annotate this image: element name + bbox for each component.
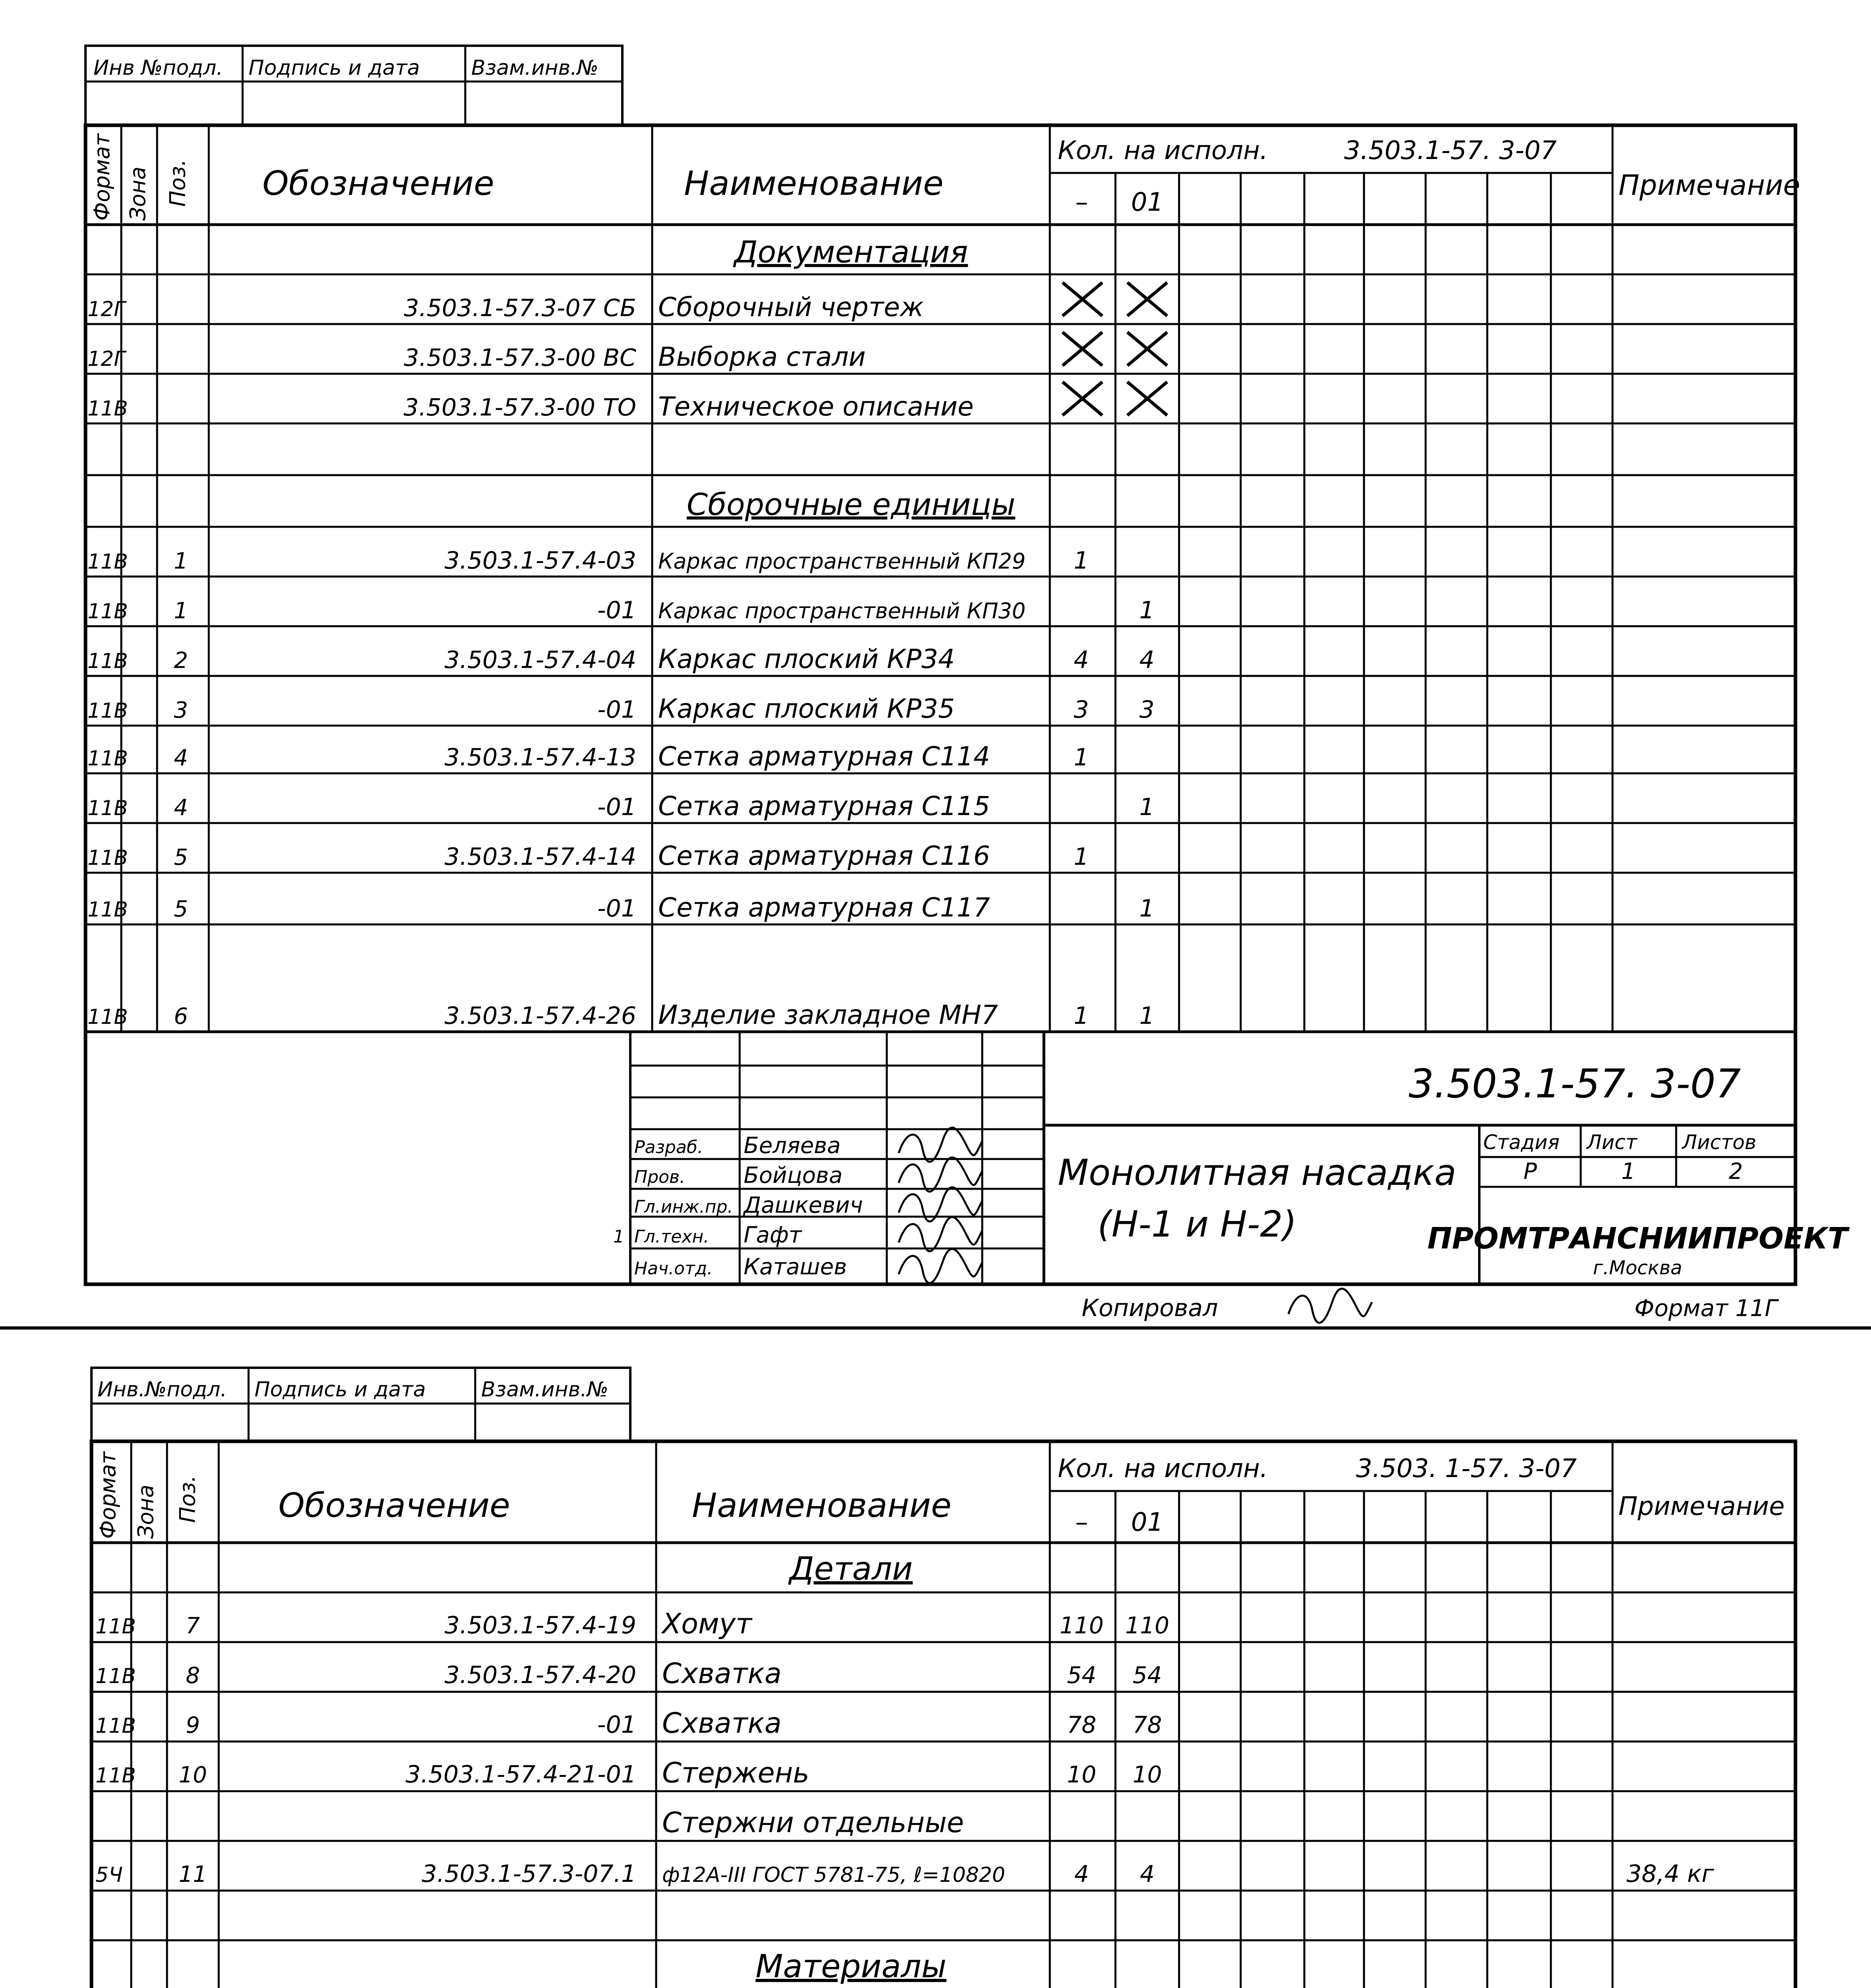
signer-name: Гафт <box>744 1222 802 1248</box>
qty-cross <box>1127 332 1167 366</box>
copied-by-label: Копировал <box>1082 1294 1218 1322</box>
row-designation: 3.503.1-57.4-13 <box>444 744 636 771</box>
col-name-header: Наименование <box>692 1486 952 1525</box>
col-variant-01: 01 <box>1131 188 1164 217</box>
col-pos-header: Поз. <box>175 1475 200 1523</box>
row-qty-01: 10 <box>1133 1761 1162 1788</box>
row-qty-01: 1 <box>1139 895 1155 922</box>
col-designation-header: Обозначение <box>278 1486 510 1525</box>
row-position: 4 <box>174 795 188 821</box>
organization-city: г.Москва <box>1593 1257 1683 1279</box>
row-position: 8 <box>186 1663 200 1689</box>
row-format: 11В <box>87 846 128 870</box>
row-designation: -01 <box>597 1711 636 1739</box>
col-name-header: Наименование <box>684 164 944 203</box>
row-qty-base: 1 <box>1074 843 1089 871</box>
sheet-label: Лист <box>1587 1131 1637 1154</box>
stamp-inv-label: Инв №подл. <box>93 56 223 80</box>
row-name: Сетка арматурная С116 <box>658 841 990 871</box>
col-qty-header: Кол. на исполн. <box>1058 1454 1268 1483</box>
section-heading: Детали <box>789 1550 913 1587</box>
stage-label: Стадия <box>1483 1131 1560 1154</box>
row-qty-base: 110 <box>1059 1612 1104 1639</box>
col-designation-header: Обозначение <box>262 164 494 203</box>
signer-name: Бойцова <box>744 1163 843 1188</box>
row-qty-base: 10 <box>1067 1761 1096 1788</box>
col-qty-header: Кол. на исполн. <box>1058 136 1268 165</box>
col-variant-dash: – <box>1075 1508 1088 1537</box>
row-designation: -01 <box>597 596 636 624</box>
col-variant-dash: – <box>1075 188 1088 217</box>
stamp-inv-label: Инв.№подл. <box>97 1378 227 1402</box>
row-format: 11В <box>87 699 128 723</box>
signer-role: Гл.техн. <box>634 1227 709 1247</box>
title-block-code: 3.503.1-57. 3-07 <box>1409 1060 1741 1107</box>
col-format-header: Формат <box>95 1451 120 1539</box>
row-designation: 3.503.1-57.4-04 <box>444 646 636 674</box>
row-designation: 3.503.1-57.4-14 <box>444 843 636 871</box>
row-format: 12Г <box>87 297 126 321</box>
row-name: Каркас плоский КР35 <box>658 693 955 724</box>
row-name: Сетка арматурная С114 <box>658 741 990 772</box>
row-qty-01: 78 <box>1133 1711 1162 1738</box>
row-name: Сборочный чертеж <box>658 292 924 322</box>
row-name: Изделие закладное МН7 <box>658 1000 998 1030</box>
row-qty-01: 1 <box>1139 1002 1155 1030</box>
col-variant-01: 01 <box>1131 1508 1164 1537</box>
row-format: 11В <box>95 1764 136 1788</box>
qty-doc-code: 3.503. 1-57. 3-07 <box>1356 1454 1577 1483</box>
row-qty-base: 4 <box>1074 646 1089 674</box>
stamp-sign-label: Подпись и дата <box>249 56 420 80</box>
section-heading: Материалы <box>756 1948 946 1985</box>
row-qty-01: 4 <box>1139 646 1155 674</box>
row-position: 2 <box>174 648 188 674</box>
row-designation: 3.503.1-57.4-03 <box>444 547 636 575</box>
row-format: 5Ч <box>95 1863 123 1887</box>
row-qty-base: 1 <box>1074 1002 1089 1030</box>
row-designation: -01 <box>597 696 636 724</box>
row-name: Каркас плоский КР34 <box>658 644 955 674</box>
row-name: Схватка <box>662 1707 782 1740</box>
row-qty-01: 54 <box>1133 1662 1162 1689</box>
organization-name: ПРОМТРАНСНИИПРОЕКТ <box>1427 1221 1848 1256</box>
drawing-subtitle: (Н-1 и Н-2) <box>1098 1204 1297 1245</box>
row-format: 11В <box>87 600 128 623</box>
row-position: 3 <box>174 697 188 723</box>
stage-value: Р <box>1523 1159 1537 1184</box>
row-position: 5 <box>174 845 188 870</box>
row-designation: 3.503.1-57.3-00 ВС <box>404 344 636 372</box>
margin-mark: 1 <box>613 1227 624 1247</box>
row-name: Сетка арматурная С117 <box>658 892 990 923</box>
row-qty-base: 4 <box>1074 1860 1089 1887</box>
row-format: 11В <box>87 649 128 673</box>
copied-signature <box>1288 1289 1372 1323</box>
sheets-label: Листов <box>1682 1131 1756 1154</box>
row-format: 12Г <box>87 347 126 371</box>
row-designation: 3.503.1-57.3-07 СБ <box>404 294 636 322</box>
row-format: 11В <box>87 796 128 820</box>
row-designation: 3.503.1-57.4-20 <box>444 1661 636 1689</box>
drawing-title: Монолитная насадка <box>1058 1152 1457 1194</box>
row-designation: 3.503.1-57.4-19 <box>444 1611 636 1639</box>
signature <box>899 1128 982 1162</box>
col-zone-header: Зона <box>133 1484 158 1539</box>
stamp-sign-label: Подпись и дата <box>255 1378 426 1402</box>
qty-cross <box>1063 332 1102 366</box>
row-qty-base: 54 <box>1067 1662 1096 1689</box>
col-zone-header: Зона <box>125 166 150 221</box>
row-name: Каркас пространственный КП29 <box>658 549 1026 574</box>
row-designation: 3.503.1-57.4-21-01 <box>405 1761 636 1788</box>
signer-role: Нач.отд. <box>634 1258 713 1279</box>
row-name: Сетка арматурная С115 <box>658 791 990 821</box>
row-position: 10 <box>179 1762 207 1788</box>
stamp-vzam-label: Взам.инв.№ <box>471 56 598 80</box>
row-designation: 3.503.1-57.3-07.1 <box>422 1860 636 1888</box>
row-qty-01: 4 <box>1140 1860 1155 1887</box>
row-qty-base: 1 <box>1074 744 1089 771</box>
signature <box>899 1249 982 1283</box>
row-format: 11В <box>95 1664 136 1688</box>
signer-name: Каташев <box>744 1254 847 1280</box>
row-format: 11В <box>95 1615 136 1639</box>
row-name: Выборка стали <box>658 342 866 372</box>
row-format: 11В <box>87 1005 128 1029</box>
stamp-vzam-label: Взам.инв.№ <box>481 1378 608 1402</box>
qty-doc-code: 3.503.1-57. 3-07 <box>1344 136 1557 165</box>
qty-cross <box>1127 382 1167 415</box>
row-format: 11В <box>87 550 128 574</box>
col-pos-header: Поз. <box>165 159 190 207</box>
qty-cross <box>1063 382 1102 415</box>
row-qty-base: 3 <box>1074 696 1089 724</box>
format-label: Формат 11Г <box>1634 1295 1778 1322</box>
col-note-header: Примечание <box>1618 169 1801 202</box>
row-designation: -01 <box>597 793 636 821</box>
row-name: Стержни отдельные <box>662 1806 964 1839</box>
signature <box>899 1157 982 1192</box>
signer-role: Разраб. <box>634 1137 703 1157</box>
row-name: Хомут <box>662 1607 752 1640</box>
sheet-value: 1 <box>1621 1159 1636 1184</box>
row-qty-base: 1 <box>1074 547 1089 575</box>
row-format: 11В <box>87 397 128 421</box>
signer-role: Гл.инж.пр. <box>634 1197 733 1217</box>
row-position: 4 <box>174 745 188 771</box>
row-qty-01: 3 <box>1139 696 1155 724</box>
row-position: 5 <box>174 896 188 922</box>
row-name: Схватка <box>662 1657 782 1690</box>
row-qty-base: 78 <box>1067 1711 1096 1738</box>
sheets-value: 2 <box>1729 1159 1743 1184</box>
section-heading: Сборочные единицы <box>686 487 1016 522</box>
col-format-header: Формат <box>89 133 115 221</box>
qty-cross <box>1127 283 1167 316</box>
signature <box>899 1217 982 1251</box>
row-position: 1 <box>174 598 188 624</box>
section-heading: Документация <box>734 234 968 270</box>
col-note-header: Примечание <box>1618 1492 1785 1521</box>
row-name: Стержень <box>662 1757 810 1789</box>
row-name: Техническое описание <box>658 391 974 422</box>
row-position: 9 <box>186 1712 200 1738</box>
signer-name: Дашкевич <box>744 1192 863 1218</box>
qty-cross <box>1063 283 1102 316</box>
row-name: ф12А-III ГОСТ 5781-75, ℓ=10820 <box>662 1863 1005 1887</box>
row-position: 7 <box>186 1613 200 1639</box>
row-position: 1 <box>174 548 188 574</box>
row-qty-01: 1 <box>1139 793 1155 821</box>
row-note: 38,4 кг <box>1626 1860 1714 1888</box>
row-designation: -01 <box>597 895 636 922</box>
row-format: 11В <box>87 898 128 922</box>
signer-name: Беляева <box>744 1133 841 1159</box>
row-qty-01: 110 <box>1125 1612 1170 1639</box>
row-position: 11 <box>179 1862 207 1887</box>
row-designation: 3.503.1-57.4-26 <box>444 1002 636 1030</box>
row-qty-01: 1 <box>1139 596 1155 624</box>
signer-role: Пров. <box>634 1167 685 1187</box>
row-name: Каркас пространственный КП30 <box>658 598 1026 623</box>
row-format: 11В <box>87 747 128 771</box>
row-format: 11В <box>95 1714 136 1738</box>
row-designation: 3.503.1-57.3-00 ТО <box>403 394 636 421</box>
row-position: 6 <box>174 1004 188 1029</box>
